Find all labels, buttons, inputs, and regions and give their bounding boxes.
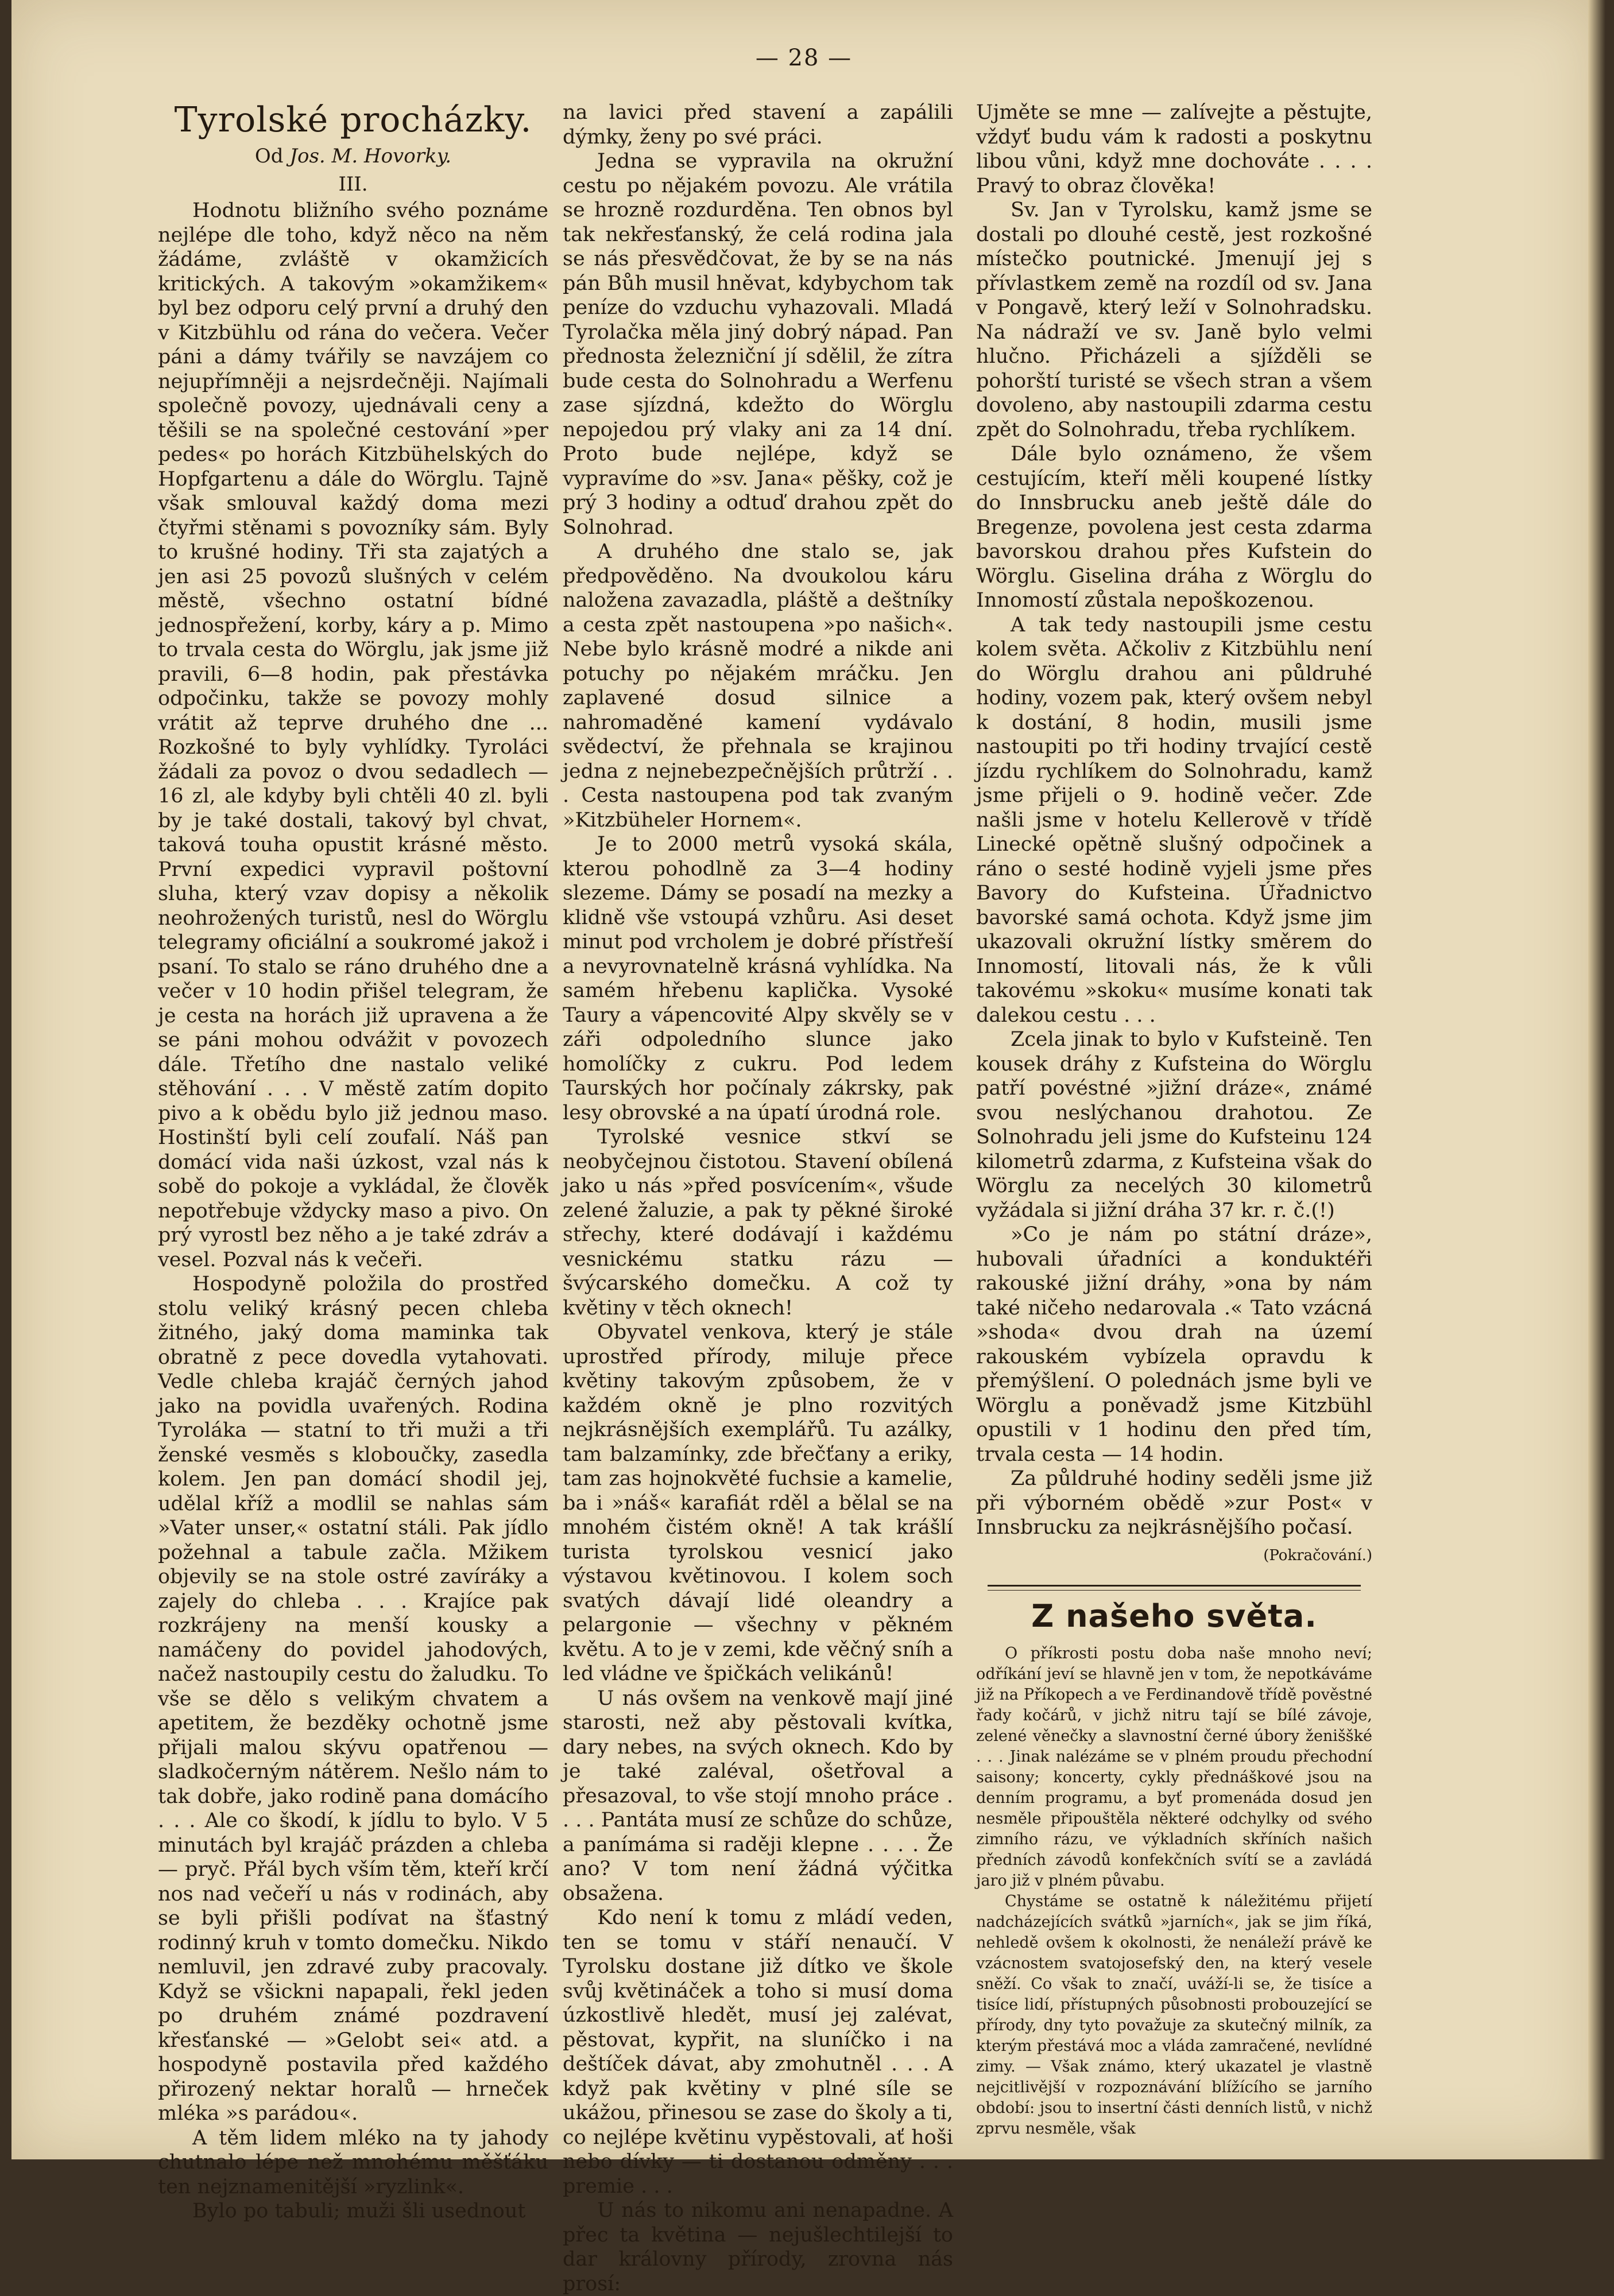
newspaper-page [11, 0, 1596, 2295]
paragraph: Jedna se vypravila na okružní cestu po nějakém povozu. Ale vrátila se hrozně rozdurděna. Ten obnos byl tak nekřesťanský, že celá rodina jala se nás přesvědčovat, že by se na nás pán Bůh musil hněvat, kdybychom tak peníze do vzduchu vyhazovali. Mladá Tyrolačka měla jiný dobrý nápad. Pan přednosta železniční jí sdělil, že zítra bude cesta do Solnohradu a Werfenu zase sjízdná, kdežto do Wörglu nepojedou prý vlaky ani za 14 dní. Proto bude nejlépe, když se vypravíme do »sv. Jana« pěšky, což je prý 3 hodiny a odtuď drahou zpět do Solnohrad. [563, 150, 953, 539]
page-edge [1588, 0, 1605, 2159]
page-number: — 28 — [755, 45, 853, 71]
column-2 [563, 100, 953, 2296]
paragraph: Bylo po tabuli; muži šli usednout [192, 2200, 526, 2223]
paragraph: Zcela jinak to bylo v Kufsteině. Ten kousek dráhy z Kufsteina do Wörglu patří povéstné »jižní dráze«, známé svou neslýchanou drahotou. Ze Solnohradu jeli jsme do Kufsteinu 124 kilometrů zdarma, z Kufsteina však do Wörglu za necelých 30 kilometrů vyžádala si jižní dráha 37 kr. r. č.(!) [976, 1028, 1372, 1222]
paragraph: na lavici před stavení a zapálili dýmky, ženy po své práci. [563, 101, 953, 149]
section-divider [988, 1585, 1361, 1587]
section-divider-thin [988, 1590, 1361, 1591]
paragraph: Hodnotu bližního svého poznáme nejlépe dle toho, když něco na něm žádáme, zvláště v okamžicích kritických. A takovým »okamžikem« byl bez odporu celý první a druhý den v Kitzbühlu od rána do večera. Večer páni a dámy tvářily se navzájem co nejupřímněji a nejsrdečněji. Najímali společně povozy, ujednávali ceny a těšili se na společné cestování »per pedes« po horách Kitzbühelských do Hopfgartenu a dále do Wörglu. Tajně však smlouval každý doma mezi čtyřmi stěnami s povozníky sám. Byly to krušné hodiny. Tři sta zajatých a jen asi 25 povozů slušných v celém městě, všechno ostatní bídné jednospřežení, korby, káry a p. Mimo to trvala cesta do Wörglu, jak jsme již pravili, 6—8 hodin, pak přestávka odpočinku, takže se povozy mohly vrátit až teprve druhého dne ... Rozkošné to byly vyhlídky. Tyroláci žádali za povoz o dvou sedadlech — 16 zl, ale kdyby byli chtěli 40 zl. byli by je také dostali, takový byl chvat, taková touha opustit krásné město. První expedici vypravil poštovní sluha, který vzav dopisy a několik neohrožených turistů, nesl do Wörglu telegramy oficiální a soukromé jakož i psaní. To stalo se ráno druhého dne a večer v 10 hodin přišel telegram, že je cesta na horách již upravena a že se páni mohou odvážit v povozech dále. Třetího dne nastalo veliké stěhování . . . V městě zatím dopito pivo a k obědu bylo již jednou maso. Hostinští byli celí zoufalí. Náš pan domácí vida naši úzkost, vzal nás k sobě do pokoje a vykládal, že člověk nepotřebuje vždycky maso a pivo. On prý vyrostl bez něho a je také zdráv a vesel. Pozval nás k večeři. [158, 199, 548, 1271]
column-3 [976, 100, 1372, 2139]
paragraph: Obyvatel venkova, který je stále uprostřed přírody, miluje přece květiny takovým způsobem, že v každém okně je plno rozvitých nejkrásnějších exemplářů. Tu azálky, tam balzamínky, zde břečťany a eriky, tam zas hojnokvěté fuchsie a kamelie, ba i »náš« karafiát rděl a bělal se na mnohém čistém okně! A tak krášlí turista tyrolskou vesnicí jako výstavou květinovou. I kolem soch svatých dávají lidé oleandry a pelargonie — všechny v pěkném květu. A to je v zemi, kde věčný sníh a led vládne ve špičkách velikánů! [563, 1321, 953, 1685]
paragraph: A těm lidem mléko na ty jahody chutnalo lépe než mnohému měšťáku ten nejznamenitější »ryzlink«. [158, 2126, 548, 2198]
column-1 [158, 100, 548, 2224]
paragraph: Sv. Jan v Tyrolsku, kamž jsme se dostali po dlouhé cestě, jest rozkošné místečko poutnické. Jmenují jej s přívlastkem země na rozdíl od sv. Jana v Pongavě, který leží v Solnohradsku. Na nádraží ve sv. Janě bylo velmi hlučno. Přicházeli a sjížděli se pohorští turisté se všech stran a všem dovoleno, aby nastoupili zdarma cestu zpět do Solnohradu, třeba rychlíkem. [976, 199, 1372, 441]
paragraph: Ujměte se mne — zalívejte a pěstujte, vždyť budu vám k radosti a poskytnu libou vůni, když mne dochováte . . . . Pravý to obraz člověka! [976, 101, 1372, 197]
paragraph: Za půldruhé hodiny seděli jsme již při výborném obědě »zur Post« v Innsbrucku za nejkrásnějšího počasí. [976, 1467, 1372, 1539]
paragraph: A tak tedy nastoupili jsme cestu kolem světa. Ačkoliv z Kitzbühlu není do Wörglu drahou ani půldruhé hodiny, vozem pak, který ovšem nebyl k dostání, 8 hodin, musili jsme nastoupiti po tři hodiny trvající cestě jízdu rychlíkem do Solnohradu, kamž jsme přijeli o 9. hodině večer. Zde našli jsme v hotelu Kellerově v třídě Linecké opětně slušný odpočinek a ráno o sesté hodině vyjeli jsme přes Bavory do Kufsteina. Úřadnictvo bavorské samá ochota. Když jsme jim ukazovali okružní lístky směrem do Innomostí, litovali nás, že k vůli takovému »skoku« musíme konati tak dalekou cestu . . . [976, 613, 1372, 1027]
section-title: Z našeho světa. [1031, 1598, 1317, 1634]
article-part: III. [338, 172, 368, 196]
paragraph: A druhého dne stalo se, jak předpověděno. Na dvoukolou káru naložena zavazadla, pláště a deštníky a cesta zpět nastoupena »po našich«. Nebe bylo krásně modré a nikde ani potuchy po nějakém mráčku. Jen zaplavené dosud silnice a nahromaděné kamení vydávalo svědectví, že přehnala se krajinou jedna z nejnebezpečnějších průtrží . . . Cesta nastoupena pod tak zvaným »Kitzbüheler Hornem«. [563, 540, 953, 832]
paragraph: Chystáme se ostatně k náležitému přijetí nadcházejících svátků »jarních«, jak se jim říká, nehledě ovšem k okolnosti, že nenáleží právě ke vzácnostem svatojosefský den, na který vesele sněží. Co však to značí, uváží-li se, že tisíce a tisíce lidí, přístupných působnosti probouzející se přírody, dny tyto považuje za skutečný milník, za kterým přestává moc a vláda zamračené, nevlídné zimy. — Však známo, který ukazatel je vlastně nejcitlivější v rozpoznávání blížícího se jarního období: jsou to insertní části denních listů, v nichž zprvu nesměle, však [976, 1892, 1372, 2138]
section-body [976, 1643, 1372, 2139]
article-title: Tyrolské procházky. [174, 100, 532, 140]
paragraph: U nás to nikomu ani nenapadne. A přec ta květina — nejušlechtilejší to dar královny přírody, zrovna nás prosí: [563, 2199, 953, 2295]
paragraph: Kdo není k tomu z mládí veden, ten se tomu v stáří nenaučí. V Tyrolsku dostane již dítko ve škole svůj květináček a toho si musí doma úzkostlivě hledět, musí jej zalévat, pěstovat, kypřit, na sluníčko i na deštíček dávat, aby zmohutněl . . . A když pak květiny v plné síle se ukážou, přinesou se zase do školy a ti, co nejlépe květinu vypěstovali, ať hoši nebo dívky — ti dostanou odměny . . . premie . . . [563, 1906, 953, 2198]
paragraph: Je to 2000 metrů vysoká skála, kterou pohodlně za 3—4 hodiny slezeme. Dámy se posadí na mezky a klidně vše vstoupá vzhůru. Asi deset minut pod vrcholem je dobré přístřeší a nevyrovnatelně krásná vyhlídka. Na samém hřebenu kaplička. Vysoké Taury a vápencovité Alpy skvěly se v záři odpoledního slunce jako homolíčky z cukru. Pod ledem Taurských hor počínaly zákrsky, pak lesy obrovské a na úpatí úrodná role. [563, 833, 953, 1124]
paragraph: Hospodyně položila do prostřed stolu veliký krásný pecen chleba žitného, jaký doma maminka tak obratně z pece dovedla vytahovati. Vedle chleba krajáč černých jahod jako na povidla uvařených. Rodina Tyroláka — statní to tři muži a tři ženské vesměs s kloboučky, zasedla kolem. Jen pan domácí shodil jej, udělal kříž a modlil se nahlas sám »Vater unser,« ostatní stáli. Pak jídlo požehnal a tabule začla. Mžikem objevily se na stole ostré zavíráky a zajely do chleba . . . Krajíce pak rozkrájeny na menší kousky a namáčeny do povidel jahodových, načež nastoupily cestu do žaludku. To vše se dělo s velikým chvatem a apetitem, že bezděky ochotně jsme přijali malou skývu opatřenou — sladkočerným nátěrem. Nešlo nám to tak dobře, jako rodině pana domácího . . . Ale co škodí, k jídlu to bylo. V 5 minutách byl krajáč prázden a chleba — pryč. Přál bych vším těm, kteří krčí nos nad večeří u nás v rodinách, aby se byli přišli podívat na šťastný rodinný kruh v tomto domečku. Nikdo nemluvil, jen zdravé zuby pracovaly. Když se všickni napapali, řekl jeden po druhém známé pozdravení křesťanské — »Gelobt sei« atd. a hospodyně postavila před každého přirozený nektar horalů — hrneček mléka »s parádou«. [158, 1273, 548, 2125]
paragraph: »Co je nám po státní dráze», hubovali úřadníci a konduktéři rakouské jižní dráhy, »ona by nám také ničeho nedarovala .« Tato vzácná »shoda« dvou drah na území rakouském vybízela opravdu k přemýšlení. O polednách jsme byli ve Wörglu a poněvadž jsme Kitzbühl opustili v 1 hodinu den před tím, trvala cesta — 14 hodin. [976, 1223, 1372, 1466]
byline-author: Jos. M. Hovorky. [289, 145, 452, 168]
continued-note: (Pokračování.) [1263, 1546, 1372, 1564]
byline-prefix: Od [254, 145, 284, 168]
paragraph: Dále bylo oznámeno, že všem cestujícím, kteří měli koupené lístky do Innsbrucku aneb ještě dále do Bregenze, povolena jest cesta zdarma bavorskou drahou přes Kufstein do Wörglu. Giselina dráha z Wörglu do Innomostí zůstala nepoškozenou. [976, 443, 1372, 612]
paragraph: Tyrolské vesnice stkví se neobyčejnou čistotou. Stavení obílená jako u nás »před posvícením«, všude zelené žaluzie, a pak ty pěkné široké střechy, které dodávají i každému vesnickému statku rázu — švýcarského domečku. A což ty květiny v těch oknech! [563, 1126, 953, 1320]
paragraph: O příkrosti postu doba naše mnoho neví; odříkání jeví se hlavně jen v tom, že nepotkáváme již na Příkopech a ve Ferdinandově třídě pověstné řady kočárů, v jichž nitru tají se bílé závoje, zelené věnečky a slavnostní černé úbory ženiššké . . . Jinak nalézáme se v plném proudu přechodní saisony; koncerty, cykly přednáškové jsou na denním programu, a byť promenáda dosud jen nesměle připouštěla některé odchylky od svého zimního rázu, ve výkladních skříních našich předních závodů konfekčních svítí se a zavládá jaro již v plném půvabu. [976, 1645, 1372, 1890]
paragraph: U nás ovšem na venkově mají jiné starosti, než aby pěstovali kvítka, dary nebes, na svých oknech. Kdo by je také zaléval, ošetřoval a přesazoval, to vše stojí mnoho práce . . . . Pantáta musí ze schůze do schůze, a panímáma si raději klepne . . . . Že ano? V tom není žádná výčitka obsažena. [563, 1686, 953, 1905]
article-byline [158, 144, 548, 169]
